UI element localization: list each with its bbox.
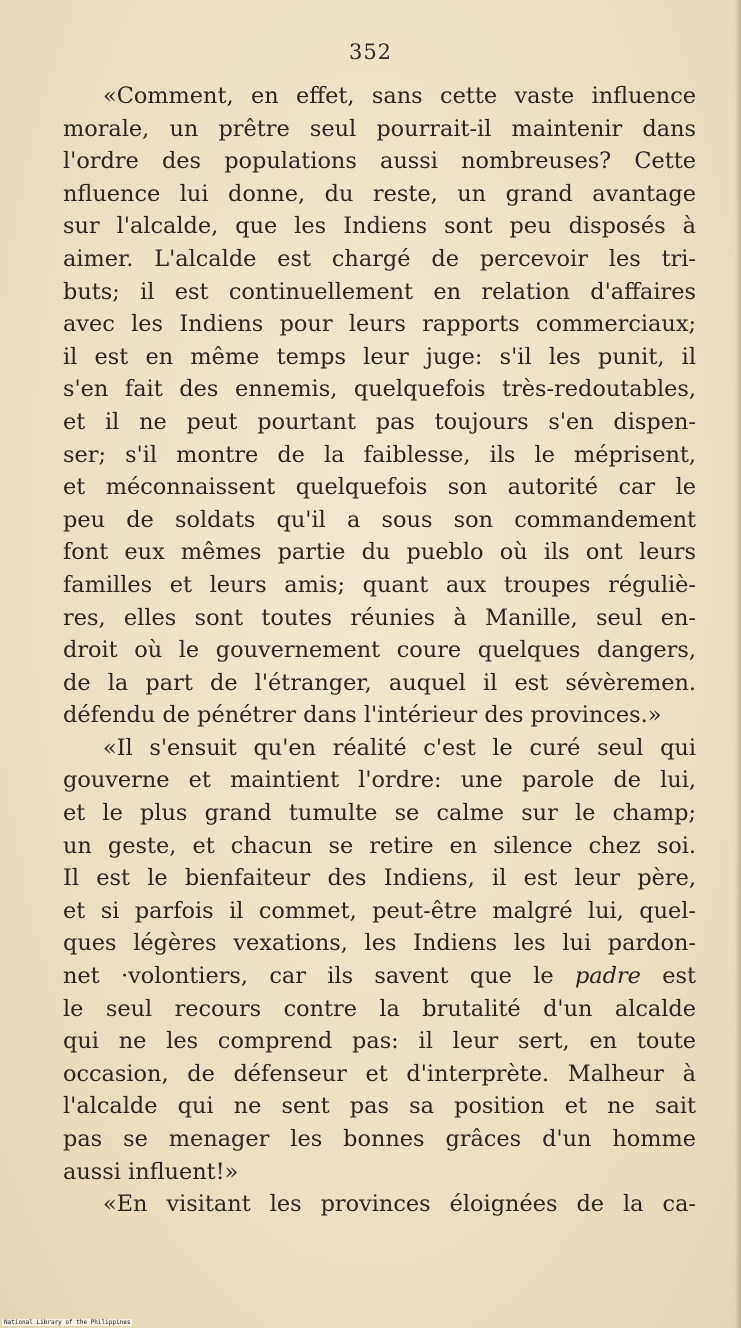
page-number: 352 (348, 40, 393, 64)
text-line: de la part de l'étranger, auquel il est sévèremen. (63, 669, 696, 696)
text-line: res, elles sont toutes réunies à Manille, seul en- (63, 604, 696, 631)
text-line-with-italic (63, 960, 696, 993)
text-line: peu de soldats qu'il a sous son commandement (63, 506, 696, 533)
text-line: l'ordre des populations aussi nombreuses? Cette (63, 148, 696, 175)
text-line: droit où le gouvernement coure quelques dangers, (63, 637, 696, 664)
text-line: et le plus grand tumulte se calme sur le champ; (63, 800, 696, 827)
text-line: l'alcalde qui ne sent pas sa position et ne sait (63, 1093, 696, 1120)
text-line: buts; il est continuellement en relation d'affaires (63, 278, 696, 305)
text-line: pas se menager les bonnes grâces d'un homme (63, 1126, 696, 1152)
text-line: aimer. L'alcalde est chargé de percevoir les tri- (63, 245, 696, 272)
text-line: avec les Indiens pour leurs rapports commerciaux; (63, 311, 696, 338)
text-line: ques légères vexations, les Indiens les lui pardon- (63, 930, 696, 957)
line-text-tail: est (662, 963, 696, 990)
text-line: occasion, de défenseur et d'interprète. Malheur à (63, 1060, 696, 1087)
text-line: il est en même temps leur juge: s'il les punit, il (63, 343, 696, 370)
line-text: net ·volontiers, car ils savent que le (63, 963, 554, 990)
text-line: sur l'alcalde, que les Indiens sont peu disposés à (63, 213, 696, 240)
text-line: «Comment, en effet, sans cette vaste influence (103, 83, 696, 109)
text-block (63, 80, 696, 1221)
text-line: un geste, et chacun se retire en silence chez soi. (63, 832, 696, 859)
text-line: «En visitant les provinces éloignées de la ca- (103, 1191, 696, 1218)
text-line: et il ne peut pourtant pas toujours s'en dispen- (63, 408, 696, 435)
text-line: défendu de pénétrer dans l'intérieur des provinces.» (63, 702, 662, 729)
library-footer: National Library of the Philippines (4, 1319, 131, 1326)
text-line: familles et leurs amis; quant aux troupes réguliè- (63, 571, 696, 598)
text-line: font eux mêmes partie du pueblo où ils ont leurs (63, 539, 696, 566)
text-line: et si parfois il commet, peut-être malgré lui, quel- (63, 897, 696, 924)
text-line: et méconnaissent quelquefois son autorité car le (63, 474, 696, 501)
text-line: le seul recours contre la brutalité d'un alcalde (63, 995, 696, 1022)
text-line: qui ne les comprend pas: il leur sert, en toute (63, 1028, 696, 1055)
page-edge-shadow (735, 0, 741, 1328)
text-line: aussi influent!» (63, 1158, 239, 1185)
text-line: gouverne et maintient l'ordre: une parole de lui, (63, 767, 696, 794)
text-line: Il est le bienfaiteur des Indiens, il est leur père, (63, 865, 696, 892)
text-line: ser; s'il montre de la faiblesse, ils le méprisent, (63, 441, 696, 468)
text-line: morale, un prêtre seul pourrait-il maintenir dans (63, 115, 696, 142)
italic-word: padre (574, 963, 641, 990)
text-line: s'en fait des ennemis, quelquefois très-redoutables, (63, 376, 696, 403)
text-line: «Il s'ensuit qu'en réalité c'est le curé seul qui (103, 734, 696, 761)
text-line: nfluence lui donne, du reste, un grand avantage (63, 180, 696, 207)
